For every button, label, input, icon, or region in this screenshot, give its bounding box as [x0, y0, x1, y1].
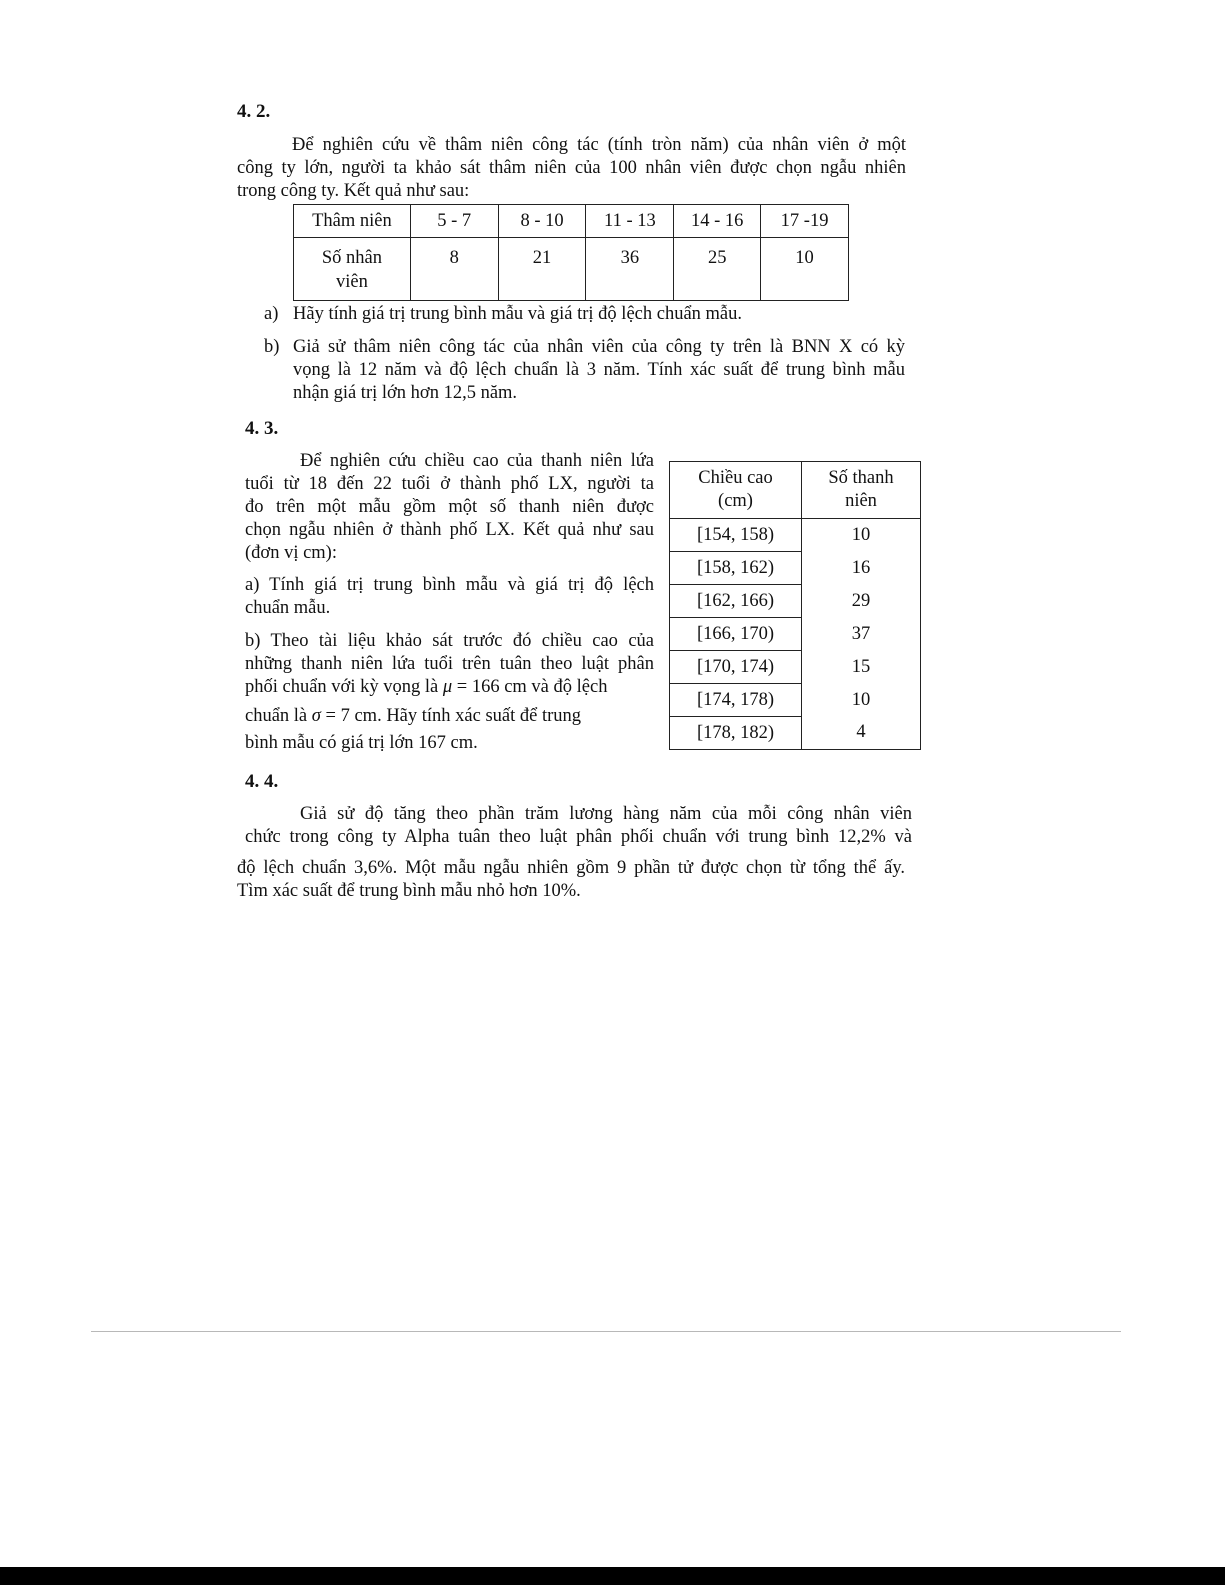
s42-intro-line-3: trong công ty. Kết quả như sau:: [237, 181, 470, 201]
s42-b-line-1: Giả sử thâm niên công tác của nhân viên của công ty trên là BNN X có kỳ: [293, 337, 905, 357]
s42-a-marker: a): [264, 304, 279, 324]
range-cell: [170, 174): [670, 651, 802, 684]
count-cell: 15: [802, 651, 921, 684]
header-count-l1: Số thanh: [828, 468, 894, 488]
count-cell: 16: [802, 552, 921, 585]
table-row: [670, 684, 921, 717]
table-row: [670, 519, 921, 552]
s43-b-line-4-text: chuẩn là: [245, 706, 312, 726]
header-height-l2: (cm): [718, 491, 753, 511]
row-label-seniority: Thâm niên: [294, 205, 411, 238]
seniority-table: [293, 204, 849, 301]
count-cell: 10: [761, 238, 849, 301]
header-count: [802, 462, 921, 519]
range-cell: 8 - 10: [498, 205, 586, 238]
s44-line-1: Giả sử độ tăng theo phần trăm lương hàng năm của mỗi công nhân viên: [300, 804, 912, 824]
s42-intro-line-1: Để nghiên cứu về thâm niên công tác (tính tròn năm) của nhân viên ở một: [292, 135, 906, 155]
s43-b-line-3-text: phối chuẩn với kỳ vọng là: [245, 677, 443, 697]
s44-line-4: Tìm xác suất để trung bình mẫu nhỏ hơn 10%.: [237, 881, 581, 901]
count-cell: 36: [586, 238, 674, 301]
count-cell: 10: [802, 684, 921, 717]
range-cell: [166, 170): [670, 618, 802, 651]
s42-b-line-3: nhận giá trị lớn hơn 12,5 năm.: [293, 383, 518, 403]
count-cell: 29: [802, 585, 921, 618]
bottom-bar: [0, 1567, 1225, 1585]
count-cell: 8: [410, 238, 498, 301]
range-cell: [162, 166): [670, 585, 802, 618]
s43-a-line-2: chuẩn mẫu.: [245, 598, 331, 618]
s44-line-3: độ lệch chuẩn 3,6%. Một mẫu ngẫu nhiên gồm 9 phần tử được chọn từ tổng thể ấy.: [237, 858, 905, 878]
mu-equation: = 166 cm và độ lệch: [452, 677, 608, 697]
page-separator: [91, 1331, 1121, 1332]
table-row: [670, 717, 921, 750]
s42-a-text: Hãy tính giá trị trung bình mẫu và giá trị độ lệch chuẩn mẫu.: [293, 304, 743, 324]
s43-para-line-3: đo trên một mẫu gồm một số thanh niên được: [245, 497, 654, 517]
row-label-employees-l1: Số nhân: [321, 248, 382, 268]
count-cell: 4: [802, 717, 921, 750]
range-cell: [154, 158): [670, 519, 802, 552]
range-cell: 14 - 16: [674, 205, 761, 238]
s44-line-2: chức trong công ty Alpha tuân theo luật phân phối chuẩn với trung bình 12,2% và: [245, 827, 912, 847]
range-cell: [158, 162): [670, 552, 802, 585]
sigma-symbol: σ: [311, 706, 321, 726]
s42-intro-line-2: công ty lớn, người ta khảo sát thâm niên của 100 nhân viên được chọn ngẫu nhiên: [237, 158, 906, 178]
count-cell: 10: [802, 519, 921, 552]
range-cell: 11 - 13: [586, 205, 674, 238]
header-count-l2: niên: [845, 491, 877, 511]
s43-b-line-2: những thanh niên lứa tuổi trên tuân theo luật phân: [245, 654, 654, 674]
header-height-l1: Chiều cao: [698, 468, 773, 488]
range-cell: [174, 178): [670, 684, 802, 717]
section-4-2-heading: 4. 2.: [237, 101, 271, 122]
s43-b-line-1: b) Theo tài liệu khảo sát trước đó chiều cao của: [245, 631, 654, 651]
table-row: [294, 205, 849, 238]
table-header-row: [670, 462, 921, 519]
s43-b-line-5: bình mẫu có giá trị lớn 167 cm.: [245, 733, 478, 753]
height-table: [669, 461, 921, 750]
s43-b-line-3: [245, 677, 607, 698]
section-4-4-heading: 4. 4.: [245, 771, 279, 792]
s43-a-line-1: a) Tính giá trị trung bình mẫu và giá trị độ lệch: [245, 575, 654, 595]
sigma-equation: = 7 cm. Hãy tính xác suất để trung: [320, 706, 582, 726]
count-cell: 37: [802, 618, 921, 651]
table-row: [670, 618, 921, 651]
count-cell: 25: [674, 238, 761, 301]
section-4-3-heading: 4. 3.: [245, 418, 279, 439]
s43-para-line-1: Để nghiên cứu chiều cao của thanh niên lứa: [300, 451, 654, 471]
s42-b-marker: b): [264, 337, 280, 357]
header-height: [670, 462, 802, 519]
mu-symbol: μ: [442, 677, 453, 697]
s43-para-line-5: (đơn vị cm):: [245, 543, 337, 563]
table-row: [670, 585, 921, 618]
range-cell: 5 - 7: [410, 205, 498, 238]
s42-b-line-2: vọng là 12 năm và độ lệch chuẩn là 3 năm. Tính xác suất để trung bình mẫu: [293, 360, 905, 380]
s43-b-line-4: [245, 706, 581, 727]
table-row: [294, 238, 849, 301]
count-cell: 21: [498, 238, 586, 301]
range-cell: [178, 182): [670, 717, 802, 750]
row-label-employees-l2: viên: [335, 272, 368, 292]
s43-para-line-4: chọn ngẫu nhiên ở thành phố LX. Kết quả như sau: [245, 520, 654, 540]
table-row: [670, 651, 921, 684]
range-cell: 17 -19: [761, 205, 849, 238]
s43-para-line-2: tuổi từ 18 đến 22 tuổi ở thành phố LX, người ta: [245, 474, 654, 494]
row-label-employees: [294, 238, 411, 301]
table-row: [670, 552, 921, 585]
